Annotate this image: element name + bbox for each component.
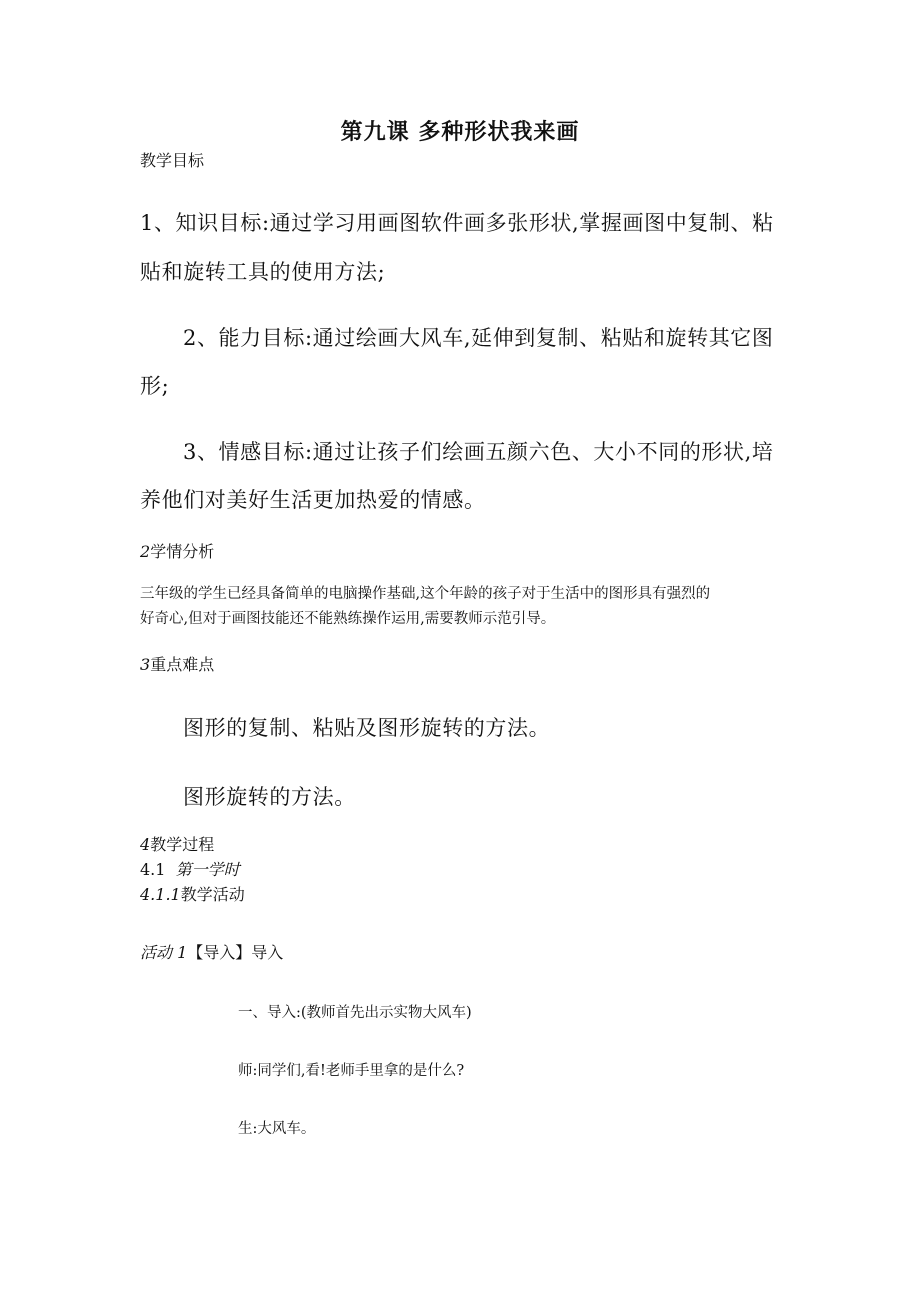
analysis-number: 2 — [140, 542, 151, 561]
keypoints-number: 3 — [140, 655, 151, 674]
activity-label: 活动 1 — [140, 943, 188, 962]
process-heading — [140, 832, 214, 855]
process-sub-2 — [140, 882, 245, 905]
dialog-line-3: 生:大风车。 — [238, 1121, 316, 1137]
process-sub-1-label: 第一学时 — [175, 860, 240, 879]
page-title: 第九课 多种形状我来画 — [340, 119, 580, 145]
activity-title: 【导入】导入 — [187, 943, 284, 962]
process-number: 4 — [140, 835, 151, 854]
objectives-heading: 教学目标 — [140, 151, 205, 170]
process-sub-1-number: 4.1 — [140, 860, 166, 879]
objective-1-line-2: 贴和旋转工具的使用方法; — [140, 260, 386, 284]
keypoint-line-1: 图形的复制、粘贴及图形旋转的方法。 — [183, 716, 551, 740]
analysis-line-2: 好奇心,但对于画图技能还不能熟练操作运用,需要教师示范引导。 — [140, 611, 556, 627]
objective-2-line-2: 形; — [140, 374, 170, 398]
objective-1-line-1: 1、知识目标:通过学习用画图软件画多张形状,掌握画图中复制、粘 — [140, 211, 774, 235]
keypoints-heading — [140, 652, 214, 675]
process-heading-text: 教学过程 — [150, 835, 215, 854]
objective-3-line-2: 养他们对美好生活更加热爱的情感。 — [140, 488, 486, 512]
objective-2-line-1: 2、能力目标:通过绘画大风车,延伸到复制、粘贴和旋转其它图 — [183, 326, 774, 350]
analysis-heading-text: 学情分析 — [150, 542, 215, 561]
dialog-line-1: 一、导入:(教师首先出示实物大风车) — [238, 1005, 472, 1021]
objective-3-line-1: 3、情感目标:通过让孩子们绘画五颜六色、大小不同的形状,培 — [183, 440, 774, 464]
dialog-line-2: 师:同学们,看!老师手里拿的是什么? — [238, 1063, 465, 1079]
keypoint-line-2: 图形旋转的方法。 — [183, 785, 356, 809]
analysis-heading — [140, 539, 214, 562]
analysis-line-1: 三年级的学生已经具备简单的电脑操作基础,这个年龄的孩子对于生活中的图形具有强烈的 — [140, 586, 711, 602]
process-sub-1 — [140, 857, 240, 880]
process-sub-2-label: 教学活动 — [180, 885, 245, 904]
keypoints-heading-text: 重点难点 — [150, 655, 215, 674]
activity-heading — [140, 940, 283, 963]
process-sub-2-number: 4.1.1 — [140, 885, 181, 904]
